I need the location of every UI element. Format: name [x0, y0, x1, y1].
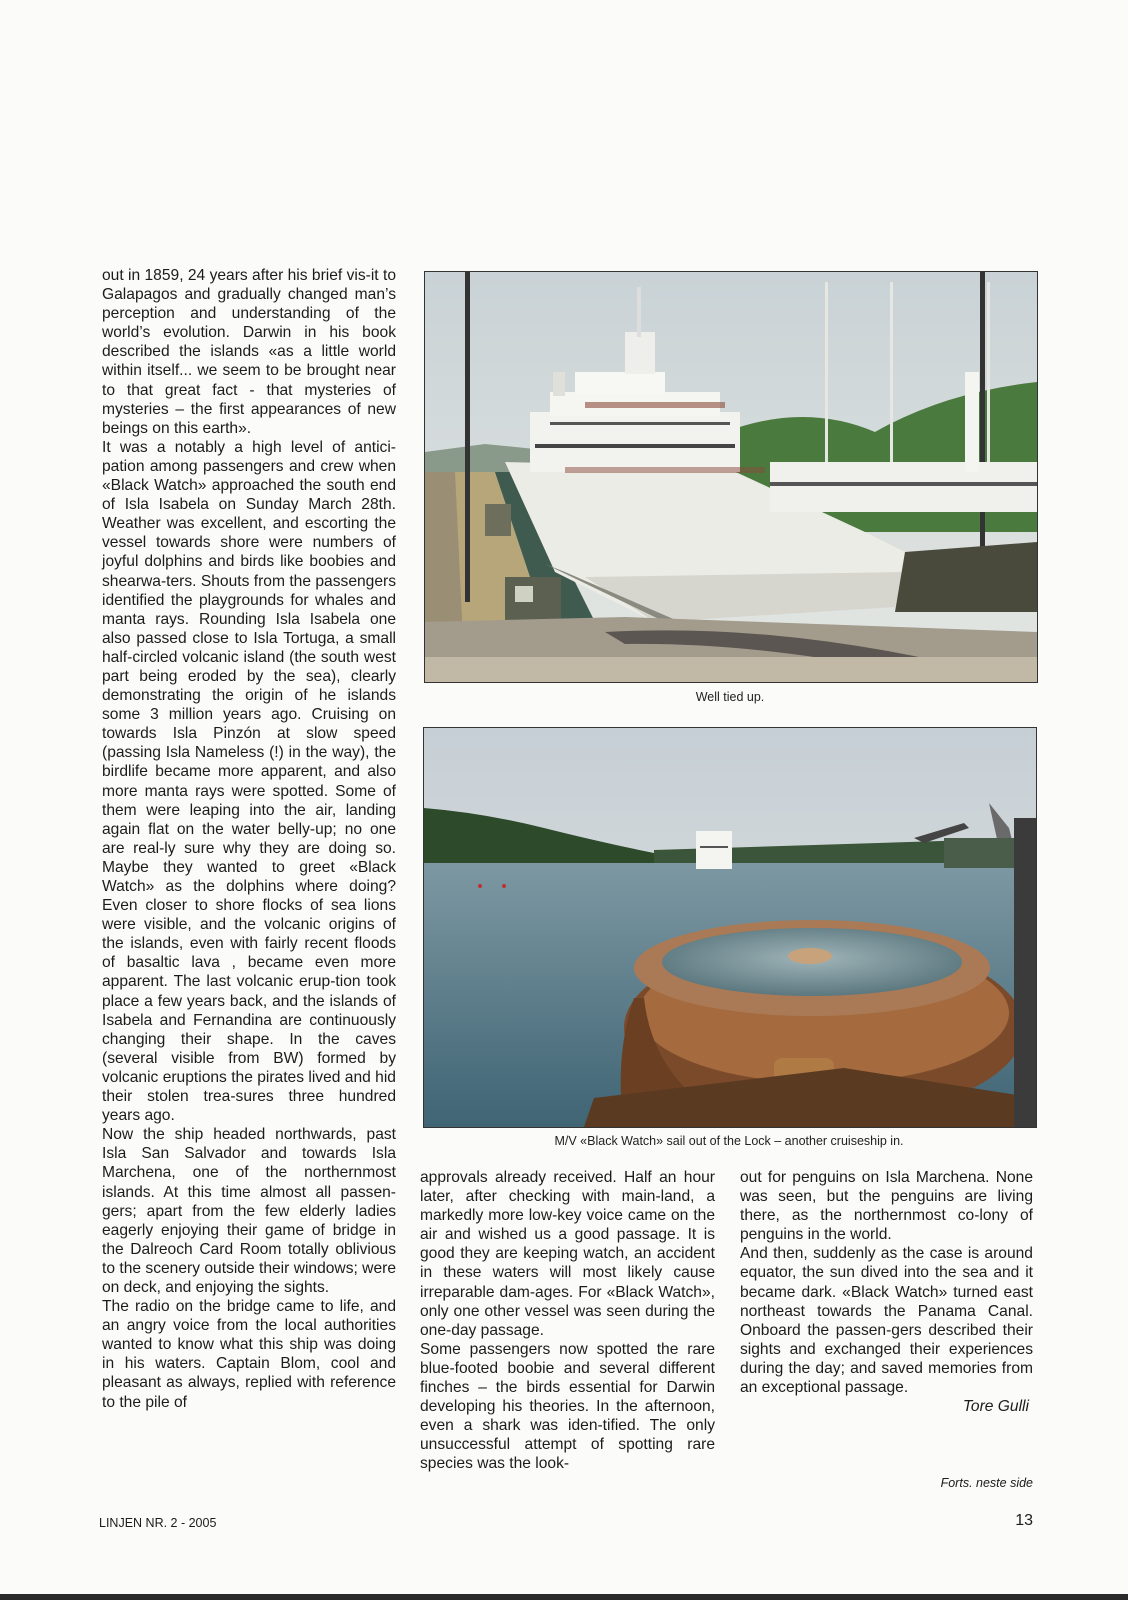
article-column-3 — [740, 1168, 1033, 1416]
paragraph: Now the ship headed northwards, past Isla San Salvador and towards Isla Marchena, one of the northernmost islands. At this time almost all passen-gers; apart from the few elderly ladies eagerly enjoying their game of bridge in the Dalreoch Card Room totally oblivious to the scenery outside their windows; were on deck, and enjoying the sights. — [102, 1126, 396, 1296]
paragraph: approvals already received. Half an hour later, after checking with main-land, a markedly more low-key voice came on the air and wished us a good passage. It is good they are keeping watch, an accident in these waters will most likely cause irreparable dam-ages. For «Black Watch», only one other vessel was seen during the one-day passage. — [420, 1169, 715, 1339]
author-signature: Tore Gulli — [962, 1398, 1029, 1416]
photo-caption: M/V «Black Watch» sail out of the Lock – another cruiseship in. — [554, 1134, 904, 1148]
paragraph: out for penguins on Isla Marchena. None was seen, but the penguins are living there, as the northernmost co-lony of penguins in the world. — [740, 1169, 1033, 1244]
paragraph: out in 1859, 24 years after his brief vis-it to Galapagos and gradually changed man’s perception and understanding of the world’s evolution. Darwin in his book described the islands «as a little world within itself... we seem to be brought near to that great fact - that mysteries of mysteries – the first appearances of new beings on this earth». — [102, 267, 396, 437]
paragraph: And then, suddenly as the case is around equator, the sun dived into the sea and it became dark. «Black Watch» turned east northeast towards the Panama Canal. Onboard the passen-gers described their sights and exchanged their experiences during the day; and saved memories from an exceptional passage. — [740, 1245, 1033, 1397]
photo-lock-exit-compass — [423, 727, 1037, 1128]
photo-caption: Well tied up. — [695, 690, 765, 704]
page-number: 13 — [1015, 1512, 1033, 1529]
magazine-issue: LINJEN NR. 2 - 2005 — [99, 1516, 217, 1530]
paragraph: The radio on the bridge came to life, and an angry voice from the local authorities wanted to know what this ship was doing in his waters. Captain Blom, cool and pleasant as always, replied with reference to the pile of — [102, 1298, 396, 1411]
article-column-1 — [102, 266, 396, 1412]
continued-note: Forts. neste side — [940, 1476, 1033, 1490]
page-edge — [0, 1594, 1128, 1600]
paragraph: Some passengers now spotted the rare blue-footed boobie and several different finches – the birds essential for Darwin developing his theories. In the afternoon, even a shark was iden-tified. The only unsuccessful attempt of spotting rare species was the look- — [420, 1340, 715, 1473]
paragraph: It was a notably a high level of antici-pation among passengers and crew when «Black Watch» approached the south end of Isla Isabela on Sunday March 28th. Weather was excellent, and escorting the vessel towards shore were numbers of joyful dolphins and birds like boobies and shearwa-ters. Shouts from the passengers identified the playgrounds for whales and manta rays. Rounding Isla Isabela one also passed close to Isla Tortuga, a small half-circled volcanic island (the south west part being eroded by the sea), clearly demonstrating the origin of he islands some 3 million years ago. Cruising on towards Isla Pinzón at slow speed (passing Isla Nameless (!) in the way), the birdlife became more apparent, and also more manta rays were spotted. Some of them were leaping into the air, landing again flat on the water belly-up; no one are real-ly sure why they are doing so. Maybe they wanted to greet «Black Watch» as the dolphins where doing? Even closer to shore flocks of sea lions were visible, and the volcanic origins of the islands, even with fairly recent floods of basaltic lava , became even more apparent. The last volcanic erup-tion took place a few years back, and the islands of Isabela and Fernandina are continuously changing their shape. In the caves (several visible from BW) formed by volcanic eruptions the pirates lived and hid their stolen trea-sures three hundred years ago. — [102, 438, 396, 1125]
photo-ship-in-lock — [424, 271, 1038, 683]
article-column-2 — [420, 1168, 715, 1474]
